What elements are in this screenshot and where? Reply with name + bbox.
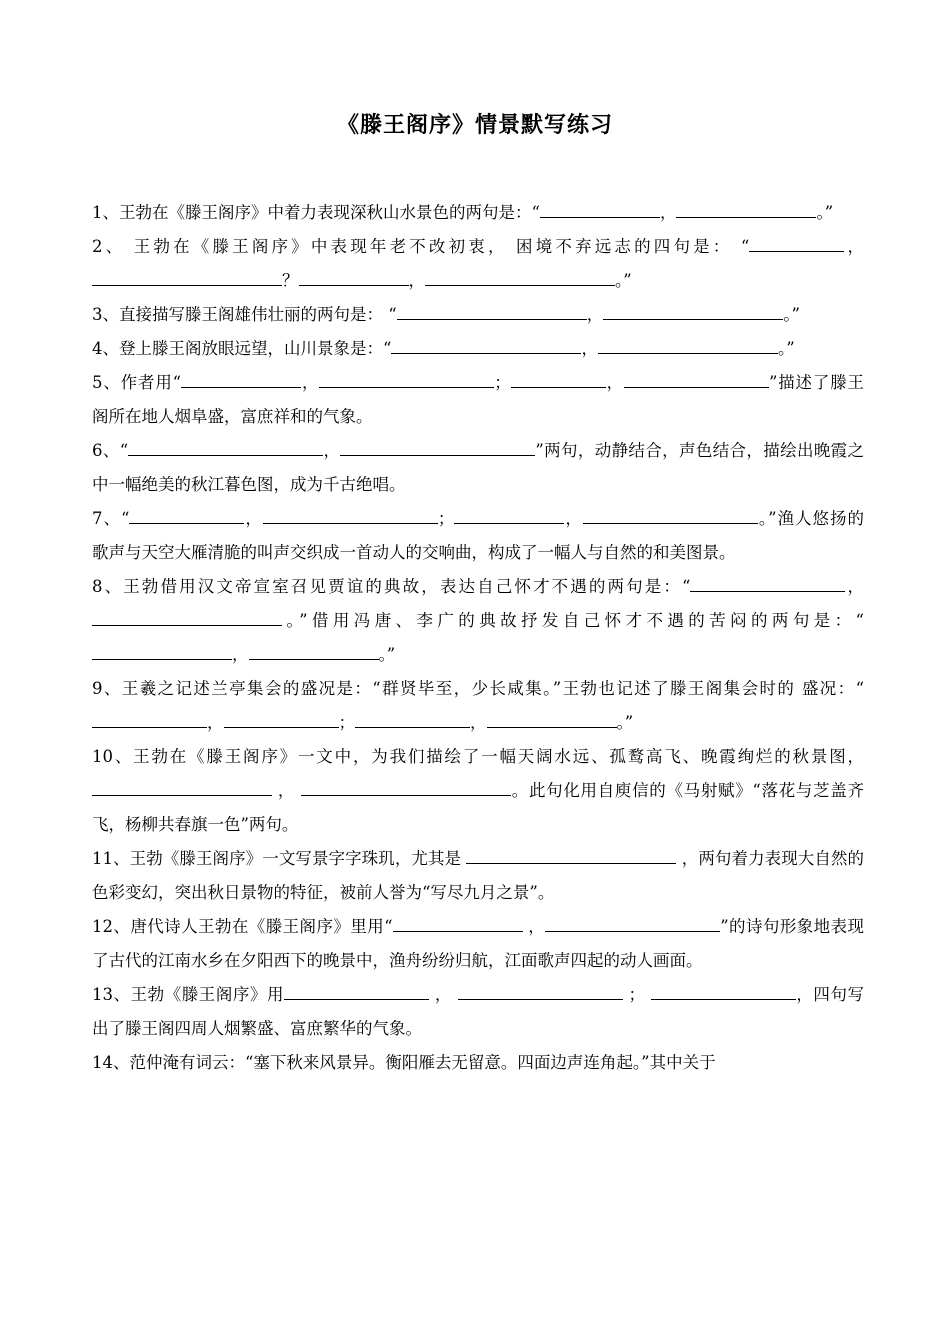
- answer-blank[interactable]: [393, 913, 523, 932]
- answer-blank[interactable]: [224, 709, 339, 728]
- question-1: 1、王勃在《滕王阁序》中着力表现深秋山水景色的两句是：“ ， 。”: [92, 196, 864, 230]
- question-number: 3、: [92, 305, 119, 324]
- answer-blank[interactable]: [319, 369, 494, 388]
- answer-blank[interactable]: [92, 607, 282, 626]
- question-10: 10、王勃在《滕王阁序》一文中，为我们描绘了一幅天阔水远、孤鹜高飞、晚霞绚烂的秋景图， ， 。此句化用自庾信的《马射赋》“落花与芝盖齐飞，杨柳共春旗一色”两句。: [92, 747, 865, 834]
- answer-blank[interactable]: [92, 641, 232, 660]
- question-number: 2、: [92, 237, 126, 256]
- question-2: 2、 王勃在《滕王阁序》中表现年老不改初衷， 困境不弃远志的四句是： “ ，？ ， 。”: [92, 230, 864, 298]
- question-14: 14、范仲淹有词云：“塞下秋来风景异。衡阳雁去无留意。四面边声连角起。”其中关于: [92, 1053, 716, 1072]
- question-number: 8、: [92, 577, 124, 596]
- question-number: 1、: [92, 203, 119, 222]
- answer-blank[interactable]: [651, 981, 796, 1000]
- question-number: 4、: [92, 339, 119, 358]
- answer-blank[interactable]: [454, 505, 564, 524]
- answer-blank[interactable]: [511, 369, 606, 388]
- answer-blank[interactable]: [690, 573, 845, 592]
- answer-blank[interactable]: [583, 505, 758, 524]
- question-11: 11、王勃《滕王阁序》一文写景字字珠玑，尤其是 ，两句着力表现大自然的色彩变幻，突出秋日景物的特征，被前人誉为“写尽九月之景”。: [92, 842, 864, 910]
- answer-blank[interactable]: [466, 845, 676, 864]
- answer-blank[interactable]: [603, 301, 783, 320]
- answer-blank[interactable]: [299, 267, 409, 286]
- answer-blank[interactable]: [249, 641, 379, 660]
- question-number: 13、: [92, 985, 131, 1004]
- answer-blank[interactable]: [487, 709, 617, 728]
- question-number: 5、: [92, 373, 121, 392]
- question-9: 9、王羲之记述兰亭集会的盛况是：“群贤毕至，少长咸集。”王勃也记述了滕王阁集会时的 盛况：“， ； ， 。”: [92, 679, 864, 732]
- answer-blank[interactable]: [749, 233, 844, 252]
- question-5: 5、作者用“ ， ； ， ”描述了滕王阁所在地人烟阜盛，富庶祥和的气象。: [92, 366, 864, 434]
- question-8: 8、王勃借用汉文帝宣室召见贾谊的典故，表达自己怀才不遇的两句是：“ ，。”借用冯唐、李广的典故抒发自己怀才不遇的苦闷的两句是：“， 。”: [92, 570, 864, 672]
- question-number: 6、: [92, 441, 120, 460]
- question-number: 9、: [92, 679, 122, 698]
- answer-blank[interactable]: [301, 777, 511, 796]
- answer-blank[interactable]: [181, 369, 301, 388]
- question-7: 7、“ ， ； ， 。”渔人悠扬的歌声与天空大雁清脆的叫声交织成一首动人的交响曲，构成了一幅人与自然的和美图景。: [92, 502, 864, 570]
- answer-blank[interactable]: [92, 777, 272, 796]
- answer-blank[interactable]: [676, 199, 816, 218]
- question-number: 10、: [92, 747, 134, 766]
- question-12: 12、唐代诗人王勃在《滕王阁序》里用“ ， ”的诗句形象地表现了古代的江南水乡在夕阳西下的晚景中，渔舟纷纷归航，江面歌声四起的动人画面。: [92, 910, 864, 978]
- answer-blank[interactable]: [340, 437, 535, 456]
- question-6: 6、“ ， ”两句，动静结合，声色结合，描绘出晚霞之中一幅绝美的秋江暮色图，成为千古绝唱。: [92, 434, 864, 502]
- answer-blank[interactable]: [92, 267, 282, 286]
- answer-blank[interactable]: [598, 335, 778, 354]
- question-13: 13、王勃《滕王阁序》用 ， ； ，四句写出了滕王阁四周人烟繁盛、富庶繁华的气象。: [92, 978, 864, 1046]
- question-3: 3、直接描写滕王阁雄伟壮丽的两句是： “ ， 。”: [92, 298, 864, 332]
- answer-blank[interactable]: [425, 267, 615, 286]
- question-number: 11、: [92, 849, 130, 868]
- answer-blank[interactable]: [128, 437, 323, 456]
- answer-blank[interactable]: [391, 335, 581, 354]
- answer-blank[interactable]: [355, 709, 470, 728]
- question-number: 14、: [92, 1053, 130, 1072]
- answer-blank[interactable]: [284, 981, 429, 1000]
- answer-blank[interactable]: [129, 505, 244, 524]
- answer-blank[interactable]: [545, 913, 720, 932]
- answer-blank[interactable]: [624, 369, 769, 388]
- question-list: [92, 196, 864, 1080]
- question-number: 7、: [92, 509, 121, 528]
- answer-blank[interactable]: [92, 709, 207, 728]
- answer-blank[interactable]: [263, 505, 438, 524]
- question-number: 12、: [92, 917, 131, 936]
- answer-blank[interactable]: [458, 981, 623, 1000]
- answer-blank[interactable]: [540, 199, 660, 218]
- question-4: 4、登上滕王阁放眼远望，山川景象是：“ ， 。”: [92, 332, 864, 366]
- answer-blank[interactable]: [397, 301, 587, 320]
- page-title: 《滕王阁序》情景默写练习: [336, 113, 613, 138]
